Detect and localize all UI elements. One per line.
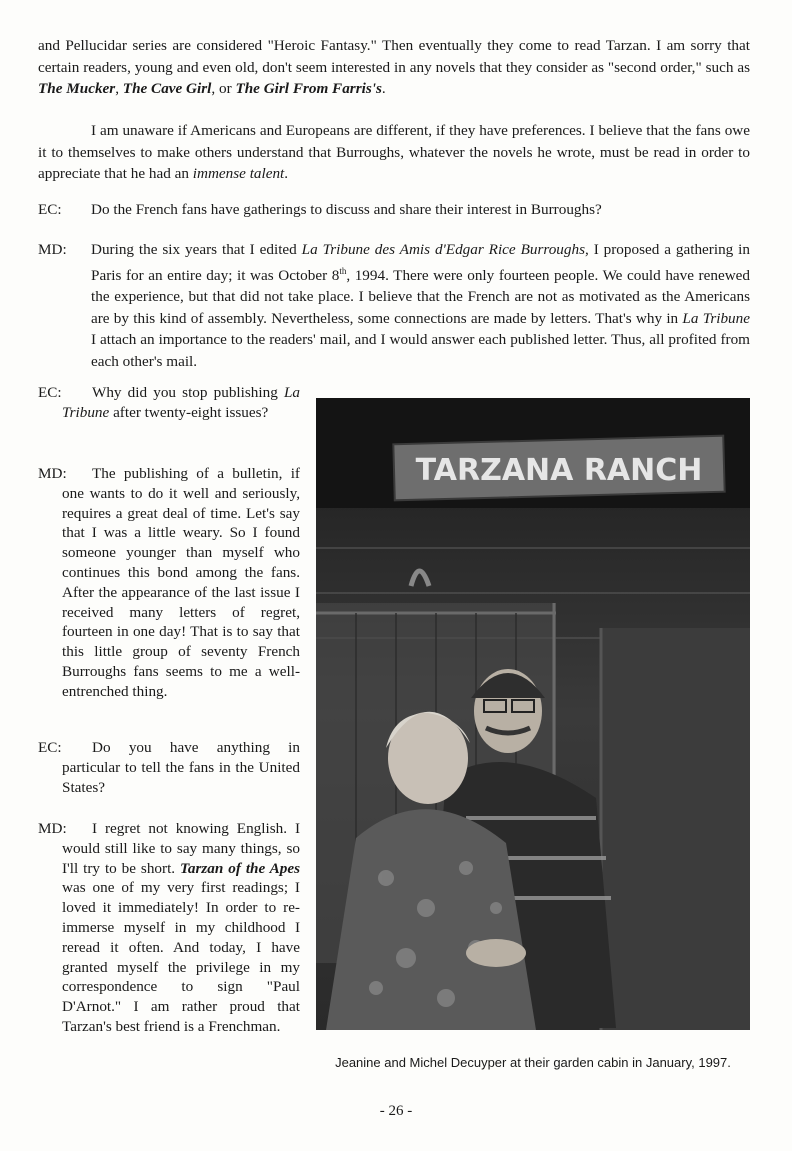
photo-tarzana-ranch xyxy=(316,398,750,1030)
question-stop-publishing: EC: Why did you stop publishing La Tribune after twenty-eight issues? xyxy=(38,384,300,421)
answer-stop-publishing: MD: The publishing of a bulletin, if one wants to do it well and seriously, requires a great deal of time. Let's say that I was a little weary. So I found someone younger than myself who continues this bond among the fans. After the appearance of the last issue I received many letters of regret, fourteen in one day! That is to say that this little group of seventy French Burroughs fans seems to me a well-entrenched thing. xyxy=(38,465,300,700)
paragraph-immense-talent: I am unaware if Americans and Europeans are different, if they have preferences. I believe that the fans owe it to themselves to make others understand that Burroughs, whatever the novels he wrote, must be read in order to appreciate that he had an immense talent. xyxy=(38,122,750,182)
photo-caption: Jeanine and Michel Decuyper at their garden cabin in January, 1997. xyxy=(335,1055,731,1070)
title-the-mucker: The Mucker xyxy=(38,80,116,97)
page-number: - 26 - xyxy=(379,1103,413,1119)
speaker-label: MD: xyxy=(38,820,67,837)
title-girl-from-farris: The Girl From Farris's xyxy=(235,80,382,97)
answer-fans-us: MD: I regret not knowing English. I would still like to say many things, so I'll try to be short. Tarzan of the Apes was one of my very first readings; I loved it immediately! In order to re-immerse myself in my childhood I reread it often. And today, I have granted myself the privilege in my correspondence to sign "Paul D'Arnot." I am rather proud that Tarzan's best friend is a Frenchman. xyxy=(38,820,300,1035)
speaker-label: EC: xyxy=(38,384,62,401)
answer-gatherings: MD: During the six years that I edited La Tribune des Amis d'Edgar Rice Burroughs, I proposed a gathering in Paris for an entire day; it was October 8th, 1994. There were only fourteen people. We could have renewed the experience, but that did not take place. I believe that the French are not as motivated as the Americans are by this kind of assembly. Nevertheless, some connections are made by letters. That's why in La Tribune I attach an importance to the readers' mail, and I would answer each published letter. Thus, all profited from each other's mail. xyxy=(38,241,750,370)
title-tarzan-of-the-apes: Tarzan of the Apes xyxy=(180,859,300,877)
speaker-label: EC: xyxy=(38,201,62,218)
photo-illustration xyxy=(316,398,750,1030)
speaker-label: MD: xyxy=(38,465,67,482)
speaker-label: EC: xyxy=(38,739,62,756)
speaker-label: MD: xyxy=(38,241,67,258)
title-the-cave-girl: The Cave Girl xyxy=(122,80,212,97)
sign-text: TARZANA RANCH xyxy=(415,453,703,488)
question-fans-us: EC: Do you have anything in particular to tell the fans in the United States? xyxy=(38,739,300,796)
paragraph-heroic-fantasy: and Pellucidar series are considered "Heroic Fantasy." Then eventually they come to read Tarzan. I am sorry that certain readers, young and even old, don't seem interested in any novels that they consider as "second order," such as The Mucker, The Cave Girl, or The Girl From Farris's. xyxy=(38,37,750,97)
question-gatherings: EC: Do the French fans have gatherings to discuss and share their interest in Burroughs? xyxy=(38,199,750,221)
